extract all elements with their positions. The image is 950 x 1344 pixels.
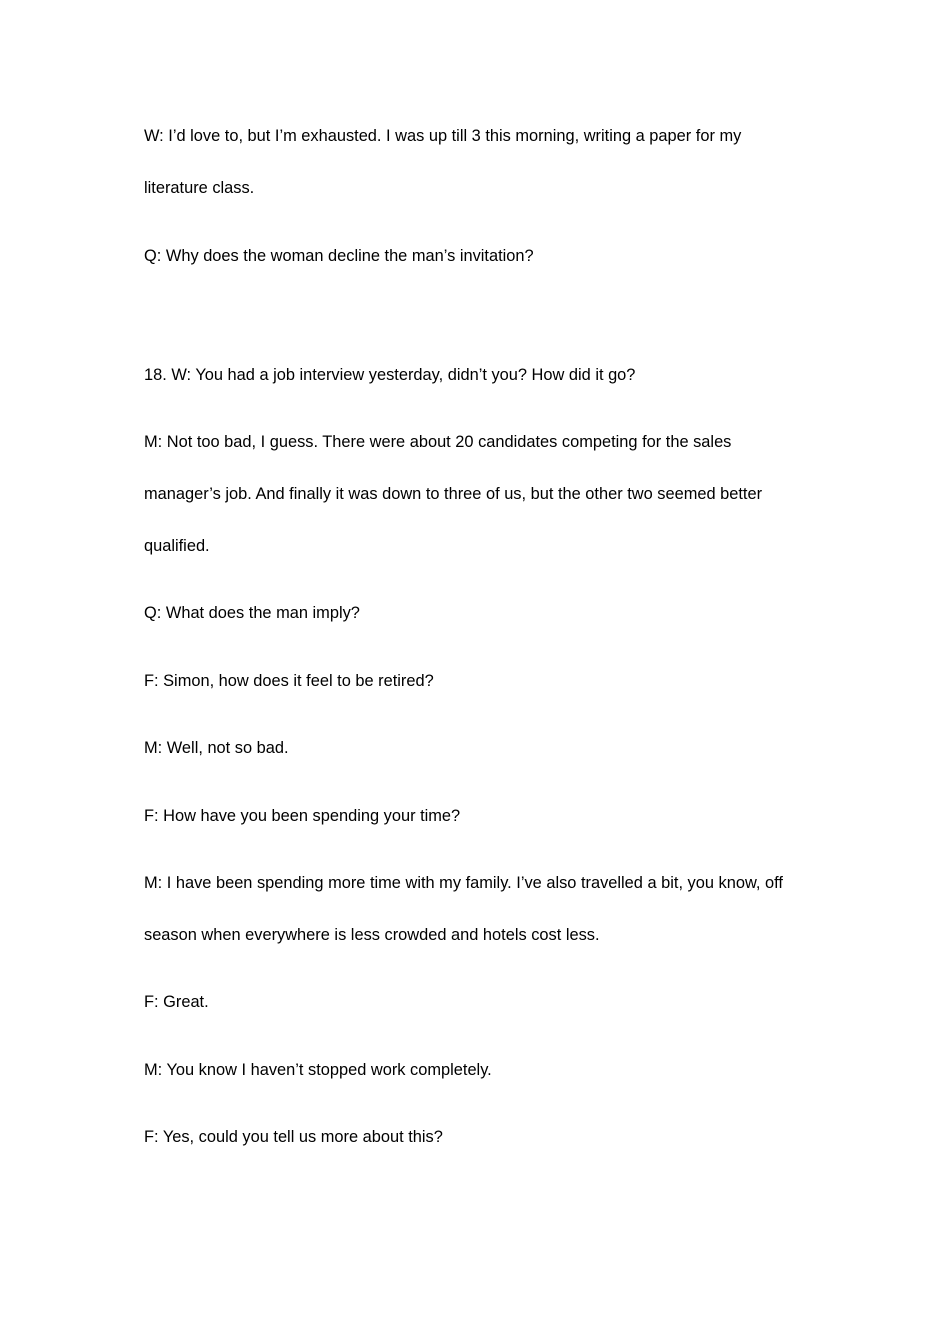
text-line: manager’s job. And finally it was down to three of us, but the other two seemed better <box>144 485 763 503</box>
text-line: M: Well, not so bad. <box>144 739 289 757</box>
text-line: M: I have been spending more time with my family. I’ve also travelled a bit, you know, off <box>144 874 783 892</box>
question-line: Q: What does the man imply? <box>144 604 360 622</box>
text-line: M: You know I haven’t stopped work completely. <box>144 1061 492 1079</box>
text-line: W: I’d love to, but I’m exhausted. I was up till 3 this morning, writing a paper for my <box>144 127 742 145</box>
question-line: Q: Why does the woman decline the man’s invitation? <box>144 247 534 265</box>
text-line: season when everywhere is less crowded and hotels cost less. <box>144 926 600 944</box>
text-line: qualified. <box>144 537 210 555</box>
text-line: F: Simon, how does it feel to be retired? <box>144 672 434 690</box>
text-line: literature class. <box>144 179 255 197</box>
text-line: 18. W: You had a job interview yesterday, didn’t you? How did it go? <box>144 366 636 384</box>
text-line: M: Not too bad, I guess. There were about 20 candidates competing for the sales <box>144 433 732 451</box>
text-line: F: How have you been spending your time? <box>144 807 461 825</box>
text-line: F: Great. <box>144 993 209 1011</box>
text-line: F: Yes, could you tell us more about this? <box>144 1128 443 1146</box>
